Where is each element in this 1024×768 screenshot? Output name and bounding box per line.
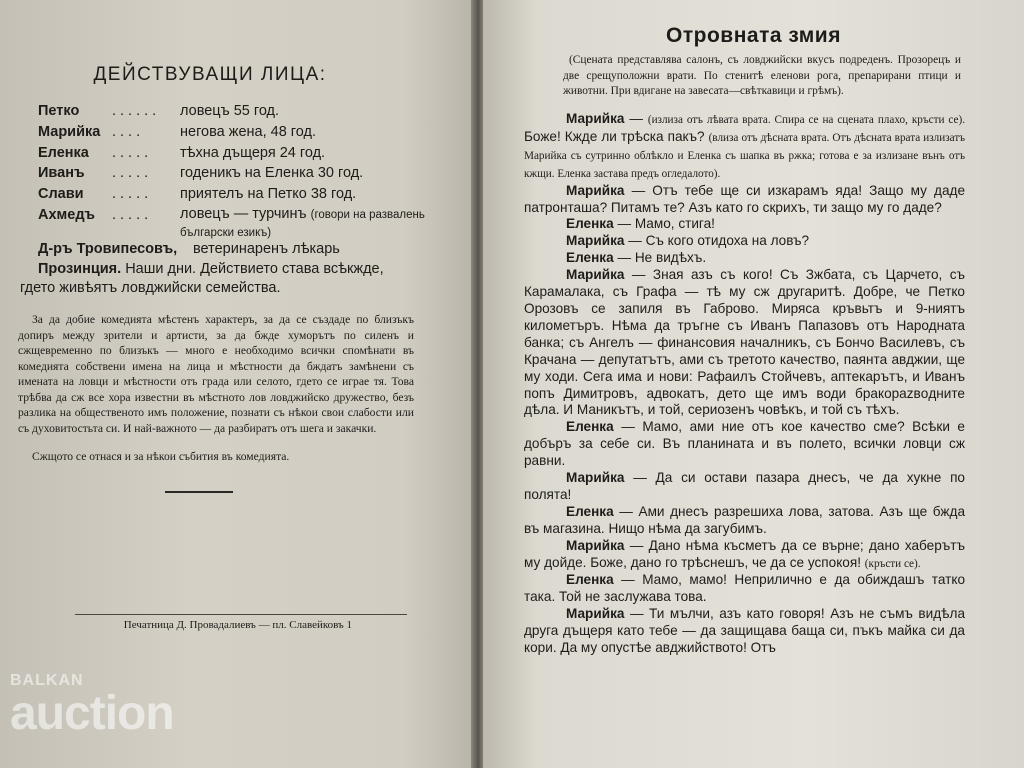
watermark-line2: auction <box>10 687 174 740</box>
line-text: — Ами днесъ разрешиха лова, затова. Азъ ще бжда въ магазина. Нищо нѣма да загубимъ. <box>524 503 965 536</box>
footer-rule <box>75 614 407 615</box>
cast-dots: ..... <box>112 207 153 223</box>
setting-paragraph <box>20 260 412 298</box>
cast-desc: приятелъ на Петко 38 год. <box>180 186 357 202</box>
speaker: Еленка <box>566 216 614 232</box>
right-page <box>483 0 1024 768</box>
line-text-after: Боже! Кжде ли трѣска пакъ? <box>524 128 705 144</box>
dialogue-line <box>524 233 965 250</box>
line-text: — Мамо, мамо! Неприлично е да обиждашъ татко така. Той не заслужава това. <box>524 572 966 605</box>
cast-desc: тѣхна дъщеря 24 год. <box>180 145 326 161</box>
dialogue-line <box>524 470 965 504</box>
cast-desc-main: ловецъ — турчинъ <box>180 206 307 222</box>
dialogue-line <box>524 267 965 419</box>
direction: (кръсти се). <box>864 557 921 570</box>
cast-desc: ловецъ 55 год. <box>180 103 280 119</box>
production-note: За да добие комедията мѣстенъ характеръ, за да се създаде по близъкъ допиръ между зрители и артисти, за да бжде хуморътъ по силенъ и сжщевременно по близъкъ — много е необходимо всички спомѣнати въ комедията собствени имена на лица и мѣстности да бждатъ замѣнени съ имената на ловци и мѣстности отъ града или селото, гдето се играе тя. Това трѣбва да сж все хора известни въ мѣстното лов ловджийско дружество, безъ разлика на общественото имъ положение, познати съ нѣкои свои слабости или съ духовитостьта си. И най-важното — да разбиратъ отъ шега и закачки. <box>18 313 414 435</box>
line-text: — Да си остави пазара днесъ, че да хукне по полята! <box>524 470 965 502</box>
play-title: Отровната змия <box>666 24 841 47</box>
dialogue-line <box>524 504 965 538</box>
cast-name: Иванъ <box>38 165 85 181</box>
dialogue-line <box>524 538 965 573</box>
watermark-line1: BALKAN <box>10 672 84 689</box>
cast-dots: ..... <box>112 165 153 181</box>
watermark-logo <box>10 672 174 741</box>
line-text: — Ти мълчи, азъ като говоря! Азъ не съмъ видѣла друга дъщеря като тебе — да защищава баща си, пъкъ майка си да кори. Да му опустѣе авджийството! Отъ <box>524 606 966 656</box>
speaker: Еленка <box>566 572 614 588</box>
speaker: Марийка <box>566 470 625 486</box>
cast-desc <box>180 206 440 242</box>
cast-name: Петко <box>38 103 80 119</box>
cast-name: Д-ръ Тровипесовъ, <box>38 241 178 257</box>
speaker: Марийка <box>566 606 625 622</box>
dialogue-line <box>524 572 965 606</box>
direction: (излиза отъ лѣвата врата. Спира се на сцената плахо, кръсти се). <box>647 114 965 126</box>
dialogue-line <box>524 183 965 217</box>
line-text: — Зная азъ съ кого! Съ Зжбата, съ Царчето, съ Карамалака, съ Графа — тѣ му сж другаритѣ. Добре, че Петко Орозовъ се запиля въ Габрово. Мирясa кръвьтъ и 9-ниятъ километъръ. Нѣма да тръгне съ Иванъ Папазовъ отъ Народната банка; съ Ангелъ — финансовия началникъ, съ Бончо Василевъ, съ Крачана — депутатътъ, ами съ третото качество, паянта авджии, ще му ходи. Сега има и нови: Рафаилъ Стойчевъ, аптекарътъ, и Иванъ попъ Димитровъ, адвокатъ, дето ще имъ води бракорazвoдните дѣла. И Маникътъ, и той, сериозенъ човѣкъ, и той съ тѣхъ. <box>524 267 966 418</box>
line-text: — Мамо, стига! <box>617 216 715 232</box>
dialogue <box>524 111 965 657</box>
direction-2: (влиза отъ дѣсната врата. Отъ дѣсната врата излизатъ Марийка съ сутринно облѣкло и Еленка съ шапка въ ржка; готова е за излизане вънъ отъ кжщи. Еленка застава предъ огледалото). <box>524 131 965 180</box>
cast-desc: годеникъ на Еленка 30 год. <box>180 165 364 181</box>
cast-name: Марийка <box>38 124 101 140</box>
cast-dots: .... <box>112 124 145 140</box>
printer-imprint: Печатница Д. Провадалиевъ — пл. Славейковъ 1 <box>123 619 352 631</box>
line-text: — Дано нѣма късметъ да се върне; дано хаберътъ му дойде. Боже, дано го трѣснешъ, че да се успокоя! <box>524 537 966 570</box>
speaker: Марийка <box>566 537 625 553</box>
dialogue-line <box>524 111 965 183</box>
cast-dots: ..... <box>112 186 153 202</box>
cast-name: Еленка <box>38 145 89 161</box>
speaker: Еленка <box>566 250 614 266</box>
cast-name: Ахмедъ <box>38 207 95 223</box>
line-text: — Мамо, ами ние отъ кое качество сме? Всѣки е добъръ за себе си. Въ планината и въ полето, всички ловци сж равни. <box>524 419 965 469</box>
speaker: Марийка <box>566 111 625 126</box>
dialogue-line <box>524 606 965 657</box>
cast-title: ДЕЙСТВУВАЩИ ЛИЦА: <box>93 64 327 85</box>
speaker: Еленка <box>566 503 614 519</box>
cast-desc: ветеринаренъ лѣкарь <box>193 241 340 257</box>
cast-desc-note: (говори на развалень български езикъ) <box>180 209 425 239</box>
cast-dots: ..... <box>112 145 153 161</box>
left-page <box>0 0 475 768</box>
speaker: Марийка <box>566 267 625 283</box>
line-text: — Не видѣхъ. <box>617 250 707 266</box>
cast-desc: негова жена, 48 год. <box>180 124 316 140</box>
setting-label: Прозинция. <box>38 261 122 277</box>
dialogue-line <box>524 216 965 233</box>
line-text: — Отъ тебе ще си изкарамъ яда! Защо му даде патронташа? Питамъ те? Азъ като го скрихъ, ти защо му го даде? <box>524 182 966 215</box>
line-text: — <box>629 111 643 126</box>
speaker: Еленка <box>566 419 614 435</box>
speaker: Марийка <box>566 233 625 249</box>
cast-dots: ...... <box>112 103 161 119</box>
production-note-2: Сжщото се отнася и за нѣкои събития въ комедията. <box>32 450 290 463</box>
stage-direction: (Сцената представлява салонъ, съ ловджийски вкусъ подреденъ. Прозорецъ и две срещуположни врати. По стенитѣ еленови рога, препарирани птици и животни. При вдигане на завесата—свѣткавици и грѣмъ). <box>563 54 961 97</box>
divider <box>165 491 233 493</box>
line-text: — Съ кого отидоха на ловъ? <box>628 233 810 249</box>
dialogue-line <box>524 250 965 267</box>
speaker: Марийка <box>566 182 625 198</box>
dialogue-line <box>524 419 965 470</box>
cast-name: Слави <box>38 186 84 202</box>
setting-text: Наши дни. Действието става всѣкжде, гдето живѣятъ ловджийски семейства. <box>20 261 384 296</box>
